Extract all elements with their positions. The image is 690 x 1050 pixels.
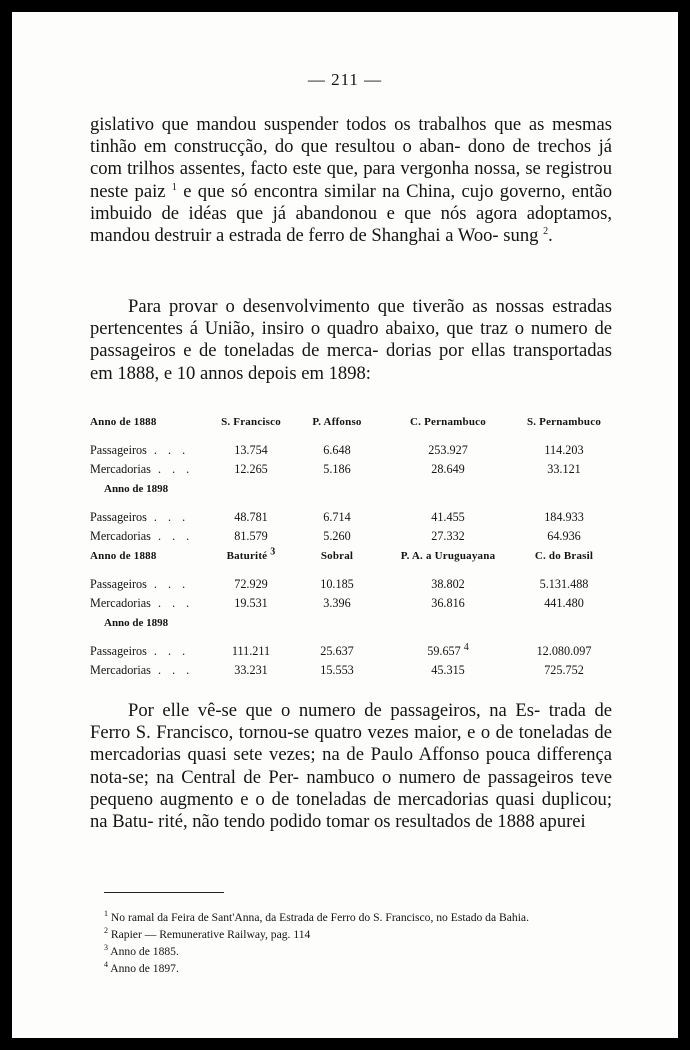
table-row: Passageiros . . . 72.929 10.185 38.802 5.131.488 [90,577,589,591]
paragraph-continuation: gislativo que mandou suspender todos os trabalhos que as mesmas tinhão em construcção, do que resultou o aban- dono de trechos já com trilhos assentes, facto este que, para vergonha nossa, se registrou neste paiz $^1$ e que só encontra similar na China, cujo governo, então imbuido de idéas que já abandonou e que nós agora adoptamos, mandou destruir a estrada de ferro de Shanghai a Woo- sung $^2$. [90,114,613,247]
table-row: Mercadorias . . . 33.231 15.553 45.315 725.752 [90,663,584,677]
footnote-ref-2: 2 [543,225,549,237]
footnote-2: $^2$ Rapier — Remunerative Railway, pag. 114 [104,926,311,941]
table-row: Mercadorias . . . 12.265 5.186 28.649 33.121 [90,462,581,476]
table-year-row: Anno de 1898 [104,616,169,629]
footnote-divider [104,892,224,893]
footnote-3: $^3$ Anno de 1885. [104,943,179,958]
paragraph-analysis: Por elle vê-se que o numero de passageiros, na Es- trada de Ferro S. Francisco, tornou-se quatro vezes maior, e o de toneladas de mercadorias quasi sete vezes; na de Paulo Affonso pouca differença nota-se; na Central de Per- nambuco o numero de passageiros teve pequeno augmento e o de toneladas de mercadorias quasi duplicou; na Batu- rité, não tendo podido tomar os resultados de 1888 apurei [90,700,613,833]
footnote-ref-3: 3 [270,545,276,557]
footnote-ref-4: 4 [463,641,469,653]
table-row: Mercadorias . . . 81.579 5.260 27.332 64.936 [90,529,581,543]
table-header-row: Anno de 1888 Baturité $^3$ Sobral P. A. a Uruguayana C. do Brasil [90,545,594,562]
paragraph-intro-table: Para provar o desenvolvimento que tiverão as nossas estradas pertencentes á União, insiro o quadro abaixo, que traz o numero de passageiros e de toneladas de merca- dorias por ellas transportadas em 1888, e 10 annos depois em 1898: [90,296,612,384]
footnote-ref-1: 1 [171,181,177,193]
footnote-4: $^4$ Anno de 1897. [104,960,179,975]
table-row: Passageiros . . . 111.211 25.637 59.657 $^4$ 12.080.097 [90,641,592,658]
table-row: Passageiros . . . 13.754 6.648 253.927 114.203 [90,443,584,457]
table-row: Mercadorias . . . 19.531 3.396 36.816 441.480 [90,596,584,610]
railway-traffic-table [90,412,612,680]
table-year-row: Anno de 1898 [104,482,169,495]
book-page [12,12,678,1038]
page-number: — 211 — [307,70,383,89]
footnotes [104,910,612,978]
table-row: Passageiros . . . 48.781 6.714 41.455 184.933 [90,510,584,524]
footnote-1: $^1$ No ramal da Feira de Sant'Anna, da Estrada de Ferro do S. Francisco, no Estado da Bahia. [104,909,529,924]
table-header-row: Anno de 1888 S. Francisco P. Affonso C. Pernambuco S. Pernambuco [90,415,602,428]
